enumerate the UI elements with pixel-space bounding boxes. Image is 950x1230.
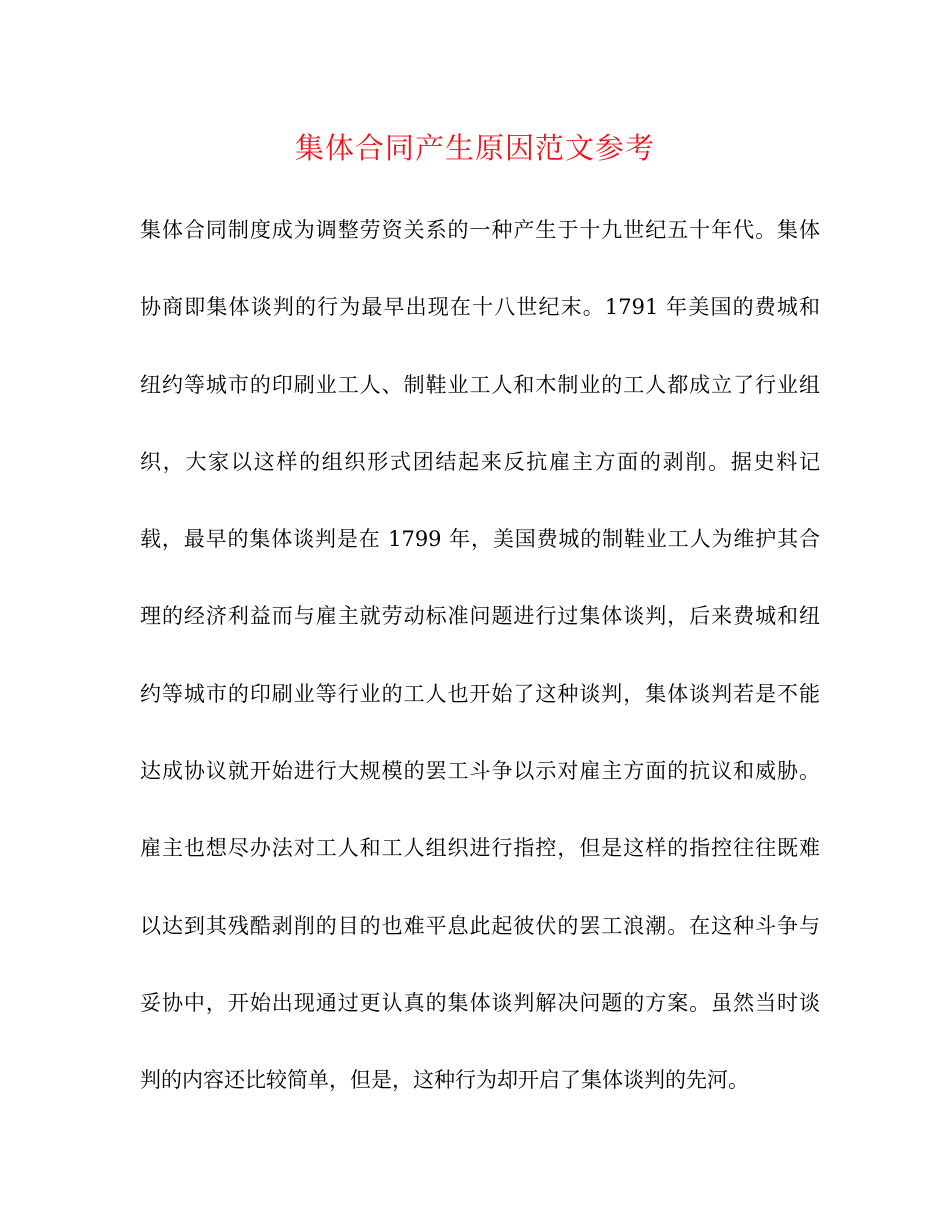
body-line: 织，大家以这样的组织形式团结起来反抗雇主方面的剥削。据史料记 [140,449,820,474]
body-line: 理的经济利益而与雇主就劳动标准问题进行过集体谈判，后来费城和纽 [140,604,820,629]
body-line: 集体合同制度成为调整劳资关系的一种产生于十九世纪五十年代。集体 [140,218,820,242]
body-line: 判的内容还比较简单，但是，这种行为却开启了集体谈判的先河。 [140,1068,749,1093]
body-line: 约等城市的印刷业等行业的工人也开始了这种谈判，集体谈判若是不能 [140,681,820,706]
document-title: 集体合同产生原因范文参考 [294,131,655,165]
body-line: 妥协中，开始出现通过更认真的集体谈判解决问题的方案。虽然当时谈 [140,990,820,1015]
body-line: 协商即集体谈判的行为最早出现在十八世纪末。1791 年美国的费城和 [140,295,820,320]
body-line: 达成协议就开始进行大规模的罢工斗争以示对雇主方面的抗议和威胁。 [140,759,820,784]
body-line: 纽约等城市的印刷业工人、制鞋业工人和木制业的工人都成立了行业组 [140,372,820,397]
document-body [140,210,820,1138]
body-line: 雇主也想尽办法对工人和工人组织进行指控，但是这样的指控往往既难 [140,836,820,861]
body-line: 载，最早的集体谈判是在 1799 年，美国费城的制鞋业工人为维护其合 [140,527,820,552]
body-line: 以达到其残酷剥削的目的也难平息此起彼伏的罢工浪潮。在这种斗争与 [140,913,820,938]
